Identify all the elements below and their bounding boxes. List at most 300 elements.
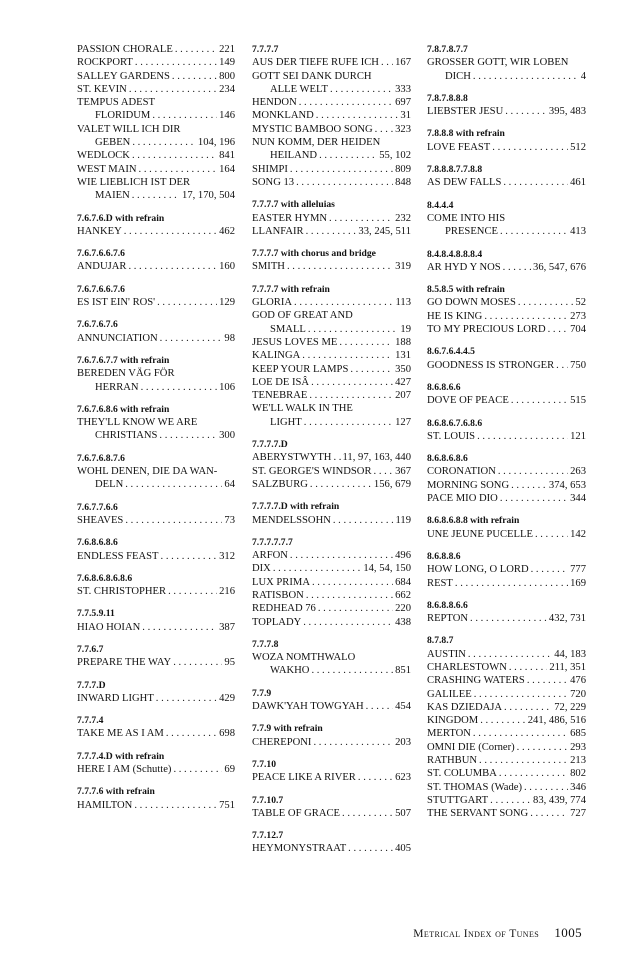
tune-name: LOE DE ISÂ bbox=[252, 376, 310, 388]
tune-name: JESUS LOVES ME bbox=[252, 336, 338, 348]
dot-leader bbox=[128, 260, 217, 273]
tune-name: AS DEW FALLS bbox=[427, 177, 502, 189]
dot-leader bbox=[505, 105, 547, 118]
tune-name: REPTON bbox=[427, 613, 469, 625]
tune-entry bbox=[77, 189, 235, 202]
hymn-numbers: 17, 170, 504 bbox=[182, 190, 235, 202]
meter-heading: 7.7.7.4 bbox=[77, 715, 104, 727]
meter-heading: 7.7.12.7 bbox=[252, 830, 284, 842]
hymn-numbers: 33, 245, 511 bbox=[358, 225, 411, 237]
dot-leader bbox=[381, 56, 393, 69]
tune-name: LLANFAIR bbox=[252, 225, 304, 237]
hymn-numbers: 496 bbox=[395, 550, 411, 562]
tune-entry bbox=[427, 528, 586, 541]
tune-entry bbox=[252, 736, 411, 749]
hymn-numbers: 127 bbox=[395, 416, 411, 428]
meter-heading: 7.8.8.8 with refrain bbox=[427, 128, 505, 140]
dot-leader bbox=[311, 664, 393, 677]
dot-leader bbox=[302, 349, 393, 362]
tune-entry bbox=[77, 550, 235, 563]
hymn-numbers: 809 bbox=[395, 163, 411, 175]
tune-entry bbox=[77, 332, 235, 345]
hymn-numbers: 427 bbox=[395, 376, 411, 388]
dot-leader bbox=[156, 692, 217, 705]
dot-leader bbox=[311, 376, 393, 389]
hymn-numbers: 751 bbox=[219, 799, 235, 811]
tune-entry bbox=[77, 296, 235, 309]
tune-entry bbox=[252, 296, 411, 309]
tune-entry bbox=[252, 336, 411, 349]
dot-leader bbox=[172, 70, 217, 83]
tune-entry bbox=[427, 394, 586, 407]
tune-entry bbox=[77, 621, 235, 634]
dot-leader bbox=[548, 323, 569, 336]
tune-name: MORNING SONG bbox=[427, 479, 510, 491]
hymn-numbers: 216 bbox=[219, 586, 235, 598]
tune-name: HERE I AM (Schutte) bbox=[77, 764, 172, 776]
tune-name: RATHBUN bbox=[427, 755, 478, 767]
dot-leader bbox=[160, 332, 223, 345]
tune-entry bbox=[427, 807, 586, 820]
tune-name: KAS DZIEDAJA bbox=[427, 701, 503, 713]
meter-heading: 8.6.8.6.7.6.8.6 bbox=[427, 417, 483, 429]
dot-leader bbox=[358, 771, 393, 784]
meter-heading: 7.7.7.7 with refrain bbox=[252, 283, 330, 295]
tune-name: REST bbox=[427, 577, 453, 589]
hymn-numbers: 512 bbox=[570, 141, 586, 153]
tune-entry bbox=[427, 261, 586, 274]
dot-leader bbox=[333, 514, 394, 527]
tune-name: TO MY PRECIOUS LORD bbox=[427, 324, 546, 336]
tune-name-line: NUN KOMM, DER HEIDEN bbox=[252, 137, 381, 149]
dot-leader bbox=[330, 83, 393, 96]
tune-name-line: WOHL DENEN, DIE DA WAN- bbox=[77, 466, 218, 478]
tune-name: SMALL bbox=[270, 323, 306, 335]
dot-leader bbox=[500, 492, 568, 505]
tune-entry bbox=[77, 225, 235, 238]
dot-leader bbox=[125, 514, 222, 527]
dot-leader bbox=[374, 465, 394, 478]
tune-name: ST. CHRISTOPHER bbox=[77, 586, 167, 598]
tune-entry bbox=[77, 514, 235, 527]
hymn-numbers: 64 bbox=[224, 479, 235, 491]
tune-name: GLORIA bbox=[252, 297, 293, 309]
dot-leader bbox=[139, 163, 218, 176]
tune-entry bbox=[77, 799, 235, 812]
tune-entry bbox=[427, 701, 586, 714]
tune-name: TABLE OF GRACE bbox=[252, 807, 341, 819]
hymn-numbers: 121 bbox=[570, 430, 586, 442]
tune-name: HIAO HOIAN bbox=[77, 621, 141, 633]
dot-leader bbox=[313, 736, 393, 749]
tune-entry bbox=[252, 363, 411, 376]
tune-name: EASTER HYMN bbox=[252, 212, 328, 224]
tune-entry bbox=[252, 109, 411, 122]
dot-leader bbox=[132, 149, 217, 162]
tune-name-line: BEREDEN VÄG FÖR bbox=[77, 368, 175, 380]
dot-leader bbox=[500, 225, 568, 238]
tune-name: WEDLOCK bbox=[77, 150, 130, 162]
meter-heading: 7.7.7.7.7.7 bbox=[252, 536, 293, 548]
tune-entry bbox=[77, 381, 235, 394]
dot-leader bbox=[306, 589, 393, 602]
dot-leader bbox=[517, 741, 568, 754]
meter-heading: 7.7.5.9.11 bbox=[77, 608, 115, 620]
tune-name: PACE MIO DIO bbox=[427, 493, 498, 505]
tune-entry bbox=[427, 310, 586, 323]
dot-leader bbox=[299, 96, 393, 109]
tune-name: MAIEN bbox=[95, 190, 130, 202]
hymn-numbers: 4 bbox=[580, 70, 586, 82]
hymn-numbers: 213 bbox=[570, 755, 586, 767]
hymn-numbers: 432, 731 bbox=[548, 613, 586, 625]
tune-name: PASSION CHORALE bbox=[77, 44, 173, 55]
dot-leader bbox=[524, 781, 568, 794]
meter-heading: 7.6.7.6.D with refrain bbox=[77, 212, 165, 224]
tune-entry bbox=[427, 741, 586, 754]
tune-entry bbox=[427, 430, 586, 443]
tune-entry bbox=[77, 429, 235, 442]
dot-leader bbox=[161, 550, 218, 563]
hymn-numbers: 454 bbox=[395, 701, 411, 713]
hymn-numbers: 211, 351 bbox=[549, 661, 586, 673]
tune-entry bbox=[427, 674, 586, 687]
dot-leader bbox=[173, 763, 222, 776]
hymn-numbers: 841 bbox=[219, 150, 235, 162]
tune-name: ST. COLUMBA bbox=[427, 768, 497, 780]
dot-leader bbox=[531, 563, 568, 576]
dot-leader bbox=[530, 807, 568, 820]
tune-name: HOW LONG, O LORD bbox=[427, 564, 529, 576]
tune-entry bbox=[252, 83, 411, 96]
tune-entry bbox=[427, 781, 586, 794]
hymn-numbers: 462 bbox=[219, 225, 235, 237]
tune-name: DELN bbox=[95, 479, 124, 491]
hymn-numbers: 319 bbox=[395, 261, 411, 273]
tune-entry bbox=[252, 451, 411, 464]
meter-heading: 7.7.7.7 with chorus and bridge bbox=[252, 248, 376, 260]
tune-entry bbox=[427, 661, 586, 674]
tune-name: DAWK'YAH TOWGYAH bbox=[252, 701, 364, 713]
hymn-numbers: 476 bbox=[570, 675, 586, 687]
tune-name: MYSTIC BAMBOO SONG bbox=[252, 123, 373, 135]
hymn-numbers: 346 bbox=[570, 781, 586, 793]
tune-name: THE SERVANT SONG bbox=[427, 808, 529, 820]
meter-heading: 7.7.7.7 bbox=[252, 44, 279, 55]
tune-name: AUS DER TIEFE RUFE ICH bbox=[252, 57, 379, 69]
tune-entry bbox=[77, 163, 235, 176]
meter-heading: 7.6.7.7.6.6 bbox=[77, 501, 118, 513]
tune-name-line: GROSSER GOTT, WIR LOBEN bbox=[427, 57, 569, 69]
tune-name: HENDON bbox=[252, 97, 297, 109]
tune-name: UNE JEUNE PUCELLE bbox=[427, 528, 533, 540]
hymn-numbers: 312 bbox=[219, 550, 235, 562]
hymn-numbers: 164 bbox=[219, 163, 235, 175]
tune-name: ROCKPORT bbox=[77, 57, 133, 69]
dot-leader bbox=[477, 430, 568, 443]
tune-entry bbox=[252, 225, 411, 238]
tune-entry bbox=[77, 83, 235, 96]
tune-entry bbox=[77, 692, 235, 705]
hymn-numbers: 149 bbox=[219, 57, 235, 69]
hymn-numbers: 19 bbox=[400, 323, 411, 335]
meter-heading: 7.7.10 bbox=[252, 758, 276, 770]
dot-leader bbox=[173, 656, 222, 669]
hymn-numbers: 44, 183 bbox=[554, 648, 586, 660]
tune-entry bbox=[252, 549, 411, 562]
tune-entry bbox=[427, 323, 586, 336]
tune-entry bbox=[427, 105, 586, 118]
dot-leader bbox=[168, 585, 217, 598]
hymn-numbers: 685 bbox=[570, 728, 586, 740]
dot-leader bbox=[470, 612, 547, 625]
dot-leader bbox=[492, 141, 568, 154]
tune-name: HAMILTON bbox=[77, 799, 133, 811]
dot-leader bbox=[157, 296, 217, 309]
tune-entry bbox=[77, 43, 235, 56]
hymn-numbers: 273 bbox=[570, 310, 586, 322]
dot-leader bbox=[509, 661, 547, 674]
tune-name-line: GOTT SEI DANK DURCH bbox=[252, 70, 372, 82]
hymn-numbers: 344 bbox=[570, 493, 586, 505]
meter-heading: 7.7.7.4.D with refrain bbox=[77, 750, 165, 762]
tune-entry bbox=[77, 56, 235, 69]
tune-name: TOPLADY bbox=[252, 616, 302, 628]
dot-leader bbox=[290, 549, 393, 562]
hymn-numbers: 704 bbox=[570, 324, 586, 336]
hymn-numbers: 438 bbox=[395, 616, 411, 628]
dot-leader bbox=[455, 577, 568, 590]
tune-name: LUX PRIMA bbox=[252, 576, 310, 588]
tune-entry bbox=[252, 602, 411, 615]
hymn-numbers: 350 bbox=[395, 363, 411, 375]
tune-entry bbox=[252, 842, 411, 855]
dot-leader bbox=[318, 602, 393, 615]
tune-name: ST. KEVIN bbox=[77, 83, 127, 95]
page-number: 1005 bbox=[554, 925, 582, 940]
dot-leader bbox=[142, 621, 217, 634]
hymn-numbers: 221 bbox=[219, 44, 235, 55]
hymn-numbers: 167 bbox=[395, 57, 411, 69]
hymn-numbers: 777 bbox=[570, 564, 586, 576]
tune-name: MONKLAND bbox=[252, 110, 314, 122]
tune-name: LIEBSTER JESU bbox=[427, 106, 504, 118]
hymn-numbers: 69 bbox=[224, 764, 235, 776]
dot-leader bbox=[498, 465, 568, 478]
tune-name: SHIMPI bbox=[252, 163, 288, 175]
dot-leader bbox=[166, 727, 217, 740]
hymn-numbers: 73 bbox=[224, 514, 235, 526]
tune-entry bbox=[252, 416, 411, 429]
dot-leader bbox=[294, 296, 393, 309]
tune-name: SALLEY GARDENS bbox=[77, 70, 170, 82]
hymn-numbers: 800 bbox=[219, 70, 235, 82]
hymn-numbers: 241, 486, 516 bbox=[527, 715, 586, 727]
tune-name: SMITH bbox=[252, 261, 285, 273]
meter-heading: 8.6.8.6.8.8 with refrain bbox=[427, 515, 520, 527]
tune-name: HEILAND bbox=[270, 150, 318, 162]
dot-leader bbox=[308, 323, 399, 336]
hymn-numbers: 374, 653 bbox=[548, 479, 586, 491]
hymn-numbers: 727 bbox=[570, 808, 586, 820]
dot-leader bbox=[134, 799, 217, 812]
meter-heading: 7.7.9 bbox=[252, 687, 272, 699]
tune-entry bbox=[252, 576, 411, 589]
tune-entry bbox=[252, 664, 411, 677]
tune-name: ANNUNCIATION bbox=[77, 332, 158, 344]
hymn-numbers: 36, 547, 676 bbox=[533, 261, 586, 273]
tune-name: TAKE ME AS I AM bbox=[77, 728, 164, 740]
dot-leader bbox=[499, 767, 568, 780]
tune-entry bbox=[77, 585, 235, 598]
tune-name: PRESENCE bbox=[445, 226, 498, 238]
hymn-numbers: 106 bbox=[219, 381, 235, 393]
tune-name: CHEREPONI bbox=[252, 736, 312, 748]
tune-name: RATISBON bbox=[252, 589, 304, 601]
tune-name: KINGDOM bbox=[427, 715, 479, 727]
meter-heading: 7.6.8.6.8.6 bbox=[77, 537, 118, 549]
tune-entry bbox=[427, 648, 586, 661]
tune-entry bbox=[252, 123, 411, 136]
tune-entry bbox=[77, 109, 235, 122]
tune-name: ALLE WELT bbox=[270, 83, 328, 95]
hymn-numbers: 95 bbox=[224, 657, 235, 669]
hymn-numbers: 413 bbox=[570, 226, 586, 238]
tune-name-line: WE'LL WALK IN THE bbox=[252, 403, 353, 415]
tune-entry bbox=[77, 727, 235, 740]
hymn-numbers: 146 bbox=[219, 110, 235, 122]
tune-entry bbox=[252, 465, 411, 478]
tune-entry bbox=[77, 70, 235, 83]
dot-leader bbox=[135, 56, 217, 69]
tune-entry bbox=[427, 359, 586, 372]
tune-name: HEYMONYSTRAAT bbox=[252, 843, 347, 855]
hymn-numbers: 507 bbox=[395, 807, 411, 819]
tune-name: FLORIDUM bbox=[95, 110, 151, 122]
tune-entry bbox=[252, 700, 411, 713]
tune-name: HERRAN bbox=[95, 381, 139, 393]
hymn-numbers: 119 bbox=[395, 514, 411, 526]
tune-entry bbox=[252, 562, 411, 575]
hymn-numbers: 405 bbox=[395, 843, 411, 855]
dot-leader bbox=[175, 43, 217, 56]
tune-name-line: THEY'LL KNOW WE ARE bbox=[77, 417, 198, 429]
tune-entry bbox=[427, 492, 586, 505]
tune-entry bbox=[252, 163, 411, 176]
dot-leader bbox=[287, 260, 393, 273]
dot-leader bbox=[473, 70, 579, 83]
tune-name: GO DOWN MOSES bbox=[427, 297, 516, 309]
tune-entry bbox=[252, 478, 411, 491]
tune-name-line: TEMPUS ADEST bbox=[77, 97, 155, 109]
hymn-numbers: 333 bbox=[395, 83, 411, 95]
tune-entry bbox=[427, 479, 586, 492]
tune-name: KALINGA bbox=[252, 350, 301, 362]
dot-leader bbox=[141, 381, 218, 394]
tune-name: ABERYSTWYTH bbox=[252, 452, 332, 464]
tune-name: MERTON bbox=[427, 728, 471, 740]
hymn-numbers: 697 bbox=[395, 97, 411, 109]
meter-heading: 8.4.4.4 bbox=[427, 199, 454, 211]
tune-entry bbox=[252, 771, 411, 784]
page-footer bbox=[413, 925, 582, 941]
tune-name: PREPARE THE WAY bbox=[77, 657, 172, 669]
tune-name: LOVE FEAST bbox=[427, 141, 491, 153]
tune-entry bbox=[77, 478, 235, 491]
dot-leader bbox=[152, 109, 217, 122]
tune-entry bbox=[252, 616, 411, 629]
hymn-numbers: 113 bbox=[395, 297, 411, 309]
meter-heading: 7.7.9 with refrain bbox=[252, 723, 323, 735]
hymn-numbers: 293 bbox=[570, 741, 586, 753]
hymn-numbers: 142 bbox=[570, 528, 586, 540]
hymn-numbers: 52 bbox=[575, 297, 586, 309]
tune-name: WAKHO bbox=[270, 665, 310, 677]
tune-name: ES IST EIN' ROS' bbox=[77, 297, 156, 309]
dot-leader bbox=[312, 576, 393, 589]
tune-entry bbox=[252, 260, 411, 273]
tune-name: HE IS KING bbox=[427, 310, 483, 322]
tune-name-line: WOZA NOMTHWALO bbox=[252, 652, 356, 664]
tune-name: INWARD LIGHT bbox=[77, 692, 154, 704]
hymn-numbers: 31 bbox=[400, 110, 411, 122]
meter-heading: 7.6.8.6.8.6.8.6 bbox=[77, 572, 133, 584]
dot-leader bbox=[490, 794, 531, 807]
tune-entry bbox=[427, 794, 586, 807]
dot-leader bbox=[304, 416, 393, 429]
dot-leader bbox=[535, 528, 568, 541]
hymn-numbers: 131 bbox=[395, 350, 411, 362]
dot-leader bbox=[333, 451, 340, 464]
dot-leader bbox=[319, 149, 377, 162]
hymn-numbers: 395, 483 bbox=[548, 106, 586, 118]
dot-leader bbox=[484, 310, 568, 323]
tune-entry bbox=[77, 136, 235, 149]
dot-leader bbox=[132, 189, 180, 202]
tune-entry bbox=[427, 296, 586, 309]
meter-heading: 7.7.7.D bbox=[77, 679, 106, 691]
tune-name: MENDELSSOHN bbox=[252, 514, 331, 526]
tune-entry bbox=[427, 714, 586, 727]
dot-leader bbox=[273, 562, 361, 575]
hymn-numbers: 72, 229 bbox=[554, 701, 586, 713]
meter-heading: 8.4.8.4.8.8.8.4 bbox=[427, 248, 483, 260]
tune-name: REDHEAD 76 bbox=[252, 603, 316, 615]
meter-heading: 7.7.7.6 with refrain bbox=[77, 786, 155, 798]
meter-heading: 7.8.7.8.8.8 bbox=[427, 92, 468, 104]
tune-entry bbox=[252, 176, 411, 189]
tune-name: ST. LOUIS bbox=[427, 430, 476, 442]
tune-entry bbox=[427, 225, 586, 238]
footer-title: Metrical Index of Tunes bbox=[413, 928, 540, 940]
dot-leader bbox=[474, 688, 568, 701]
meter-heading: 8.6.8.8.6.6 bbox=[427, 599, 468, 611]
dot-leader bbox=[125, 478, 222, 491]
meter-heading: 8.7.8.7 bbox=[427, 635, 454, 647]
meter-heading: 7.8.7.8.7.7 bbox=[427, 44, 468, 55]
hymn-numbers: 83, 439, 774 bbox=[533, 794, 586, 806]
hymn-numbers: 698 bbox=[219, 728, 235, 740]
dot-leader bbox=[129, 83, 217, 96]
tune-name: GEBEN bbox=[95, 137, 131, 149]
meter-heading: 7.7.7.8 bbox=[252, 638, 279, 650]
meter-heading: 7.6.7.6.7.6 bbox=[77, 319, 118, 331]
meter-heading: 8.6.8.6.6 bbox=[427, 381, 461, 393]
hymn-numbers: 232 bbox=[395, 212, 411, 224]
tune-name: ST. GEORGE'S WINDSOR bbox=[252, 465, 372, 477]
hymn-numbers: 98 bbox=[224, 332, 235, 344]
hymn-numbers: 234 bbox=[219, 83, 235, 95]
